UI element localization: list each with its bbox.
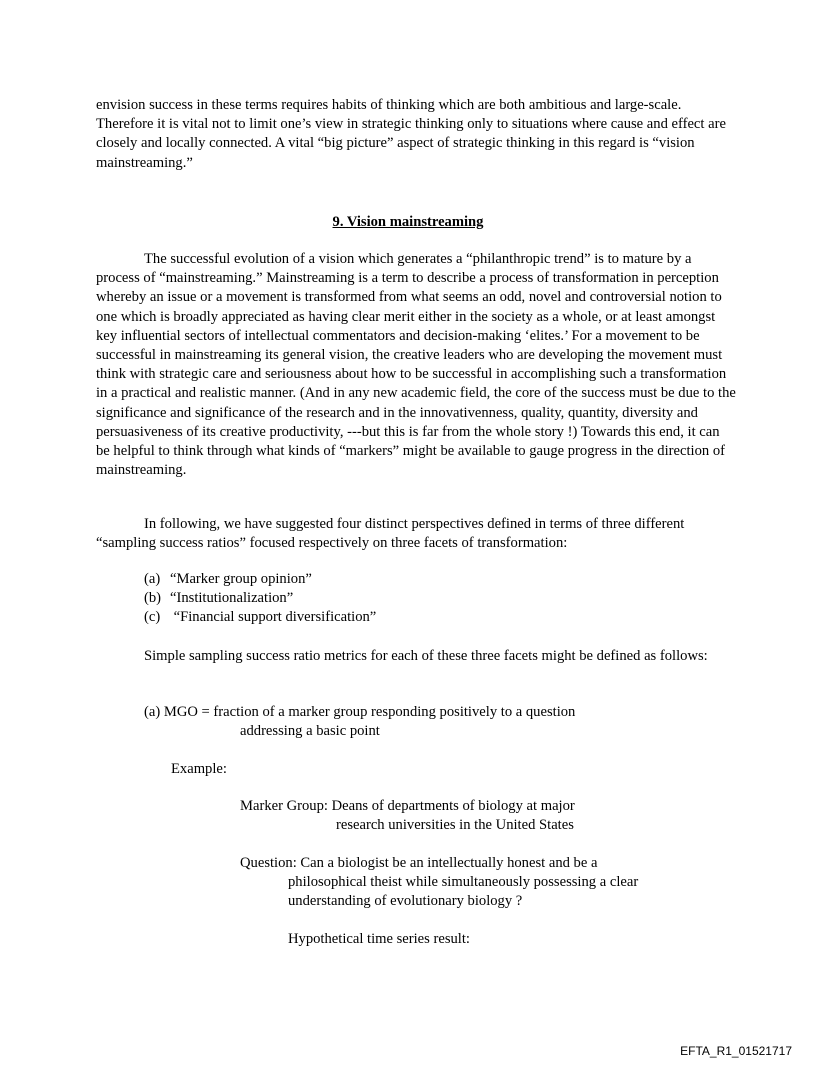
mgo-definition-line2: addressing a basic point: [240, 723, 380, 740]
list-item: [144, 570, 376, 589]
list-marker: (b): [144, 590, 162, 607]
document-id-footer: EFTA_R1_01521717: [680, 1044, 792, 1058]
mgo-definition: [144, 703, 575, 741]
list-marker: (c): [144, 609, 161, 626]
mgo-definition-line1: (a) MGO = fraction of a marker group responding positively to a question: [144, 704, 576, 720]
mainstreaming-paragraph: The successful evolution of a vision which generates a “philanthropic trend” is to mature by a process of “mainstreaming.” Mainstreaming is a term to describe a process of transformation in perception whereby an issue or a movement is transformed from what seems an odd, novel and controversial notion to one which is broadly appreciated as having clear merit either in the society as a whole, or at least amongst key influential sectors of intellectual commentators and decision-making ‘elites.’ For a movement to be successful in mainstreaming its general vision, the creative leaders who are developing the movement must think with strategic care and seriousness about how to be successful in accomplishing such a transformation in a practical and realistic manner. (And in any new academic field, the core of the success must be due to the significance and significance of the research and in the innovativenness, quality, quantity, diversity and persuasiveness of its creative productivity, ---but this is far from the whole story !) Towards this end, it can be helpful to think through what kinds of “markers” might be available to gauge progress in the direction of mainstreaming.: [96, 251, 736, 479]
list-item-label: “Institutionalization”: [170, 590, 294, 607]
marker-group-line1: Marker Group: Deans of departments of biology at major: [240, 798, 575, 814]
hypothetical-label: Hypothetical time series result:: [288, 931, 470, 947]
question-line1: Question: Can a biologist be an intellectually honest and be a: [240, 855, 598, 871]
question-block: [240, 854, 638, 912]
section-heading: 9. Vision mainstreaming: [332, 214, 484, 230]
list-item: [144, 589, 376, 608]
example-label: Example:: [171, 761, 227, 777]
marker-group: [240, 797, 575, 835]
list-item: [144, 608, 376, 627]
question-line2: philosophical theist while simultaneously possessing a clear: [288, 874, 639, 891]
list-item-label: “Financial support diversification”: [170, 609, 377, 626]
facets-list: [144, 570, 376, 628]
question-line3: understanding of evolutionary biology ?: [288, 893, 523, 910]
list-item-label: “Marker group opinion”: [170, 571, 312, 587]
list-marker: (a): [144, 571, 161, 587]
perspectives-paragraph: In following, we have suggested four distinct perspectives defined in terms of three different “sampling success ratios” focused respectively on three facets of transformation:: [96, 516, 685, 552]
metrics-paragraph: Simple sampling success ratio metrics for each of these three facets might be defined as follows:: [144, 648, 708, 664]
intro-paragraph: envision success in these terms requires habits of thinking which are both ambitious and large-scale. Therefore it is vital not to limit one’s view in strategic thinking only to situations where cause and effect are closely and locally connected. A vital “big picture” aspect of strategic thinking in this regard is “vision mainstreaming.”: [96, 97, 726, 171]
marker-group-line2: research universities in the United States: [336, 817, 574, 834]
